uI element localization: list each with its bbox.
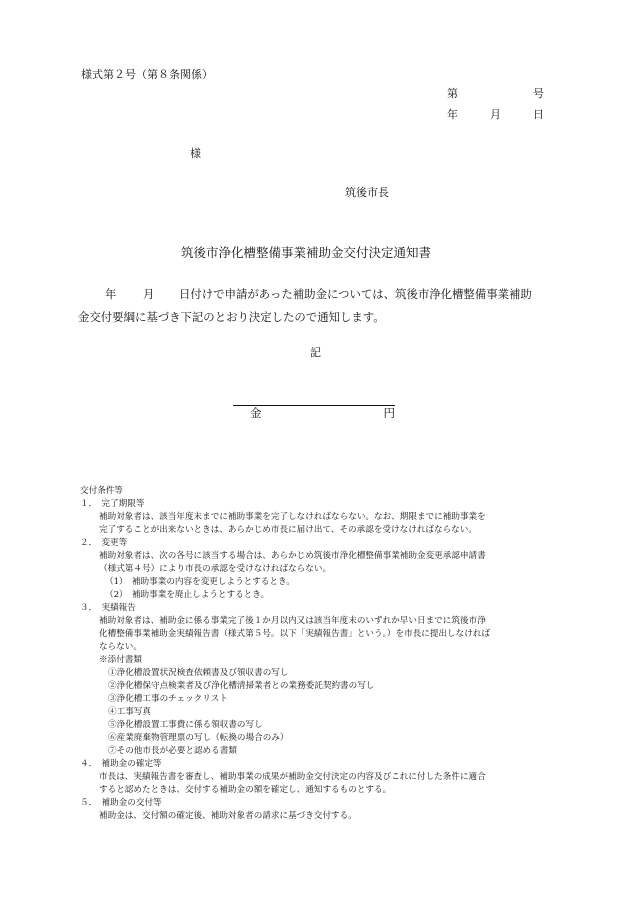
- condition-5-line: 補助金は、交付額の確定後、補助対象者の請求に基づき交付する。: [99, 811, 357, 821]
- date-nen: 年: [447, 108, 458, 121]
- body-tsuki: 月: [143, 287, 155, 301]
- condition-2-label: ２． 変更等: [80, 538, 128, 548]
- condition-4-label: ４． 補助金の確定等: [80, 759, 162, 769]
- body-nen: 年: [105, 287, 117, 301]
- amount-en: 円: [383, 406, 395, 420]
- attachment-item: ②浄化槽保守点検業者及び浄化槽清掃業者との業務委託契約書の写し: [108, 681, 375, 691]
- attachment-item: ⑥産業廃棄物管理票の写し（転換の場合のみ）: [108, 733, 289, 743]
- condition-1: [80, 498, 560, 537]
- date-hi: 日: [533, 108, 544, 121]
- recipient-suffix: 様: [190, 147, 201, 160]
- body-line-1: [78, 283, 558, 306]
- body-text: [78, 283, 558, 329]
- condition-1-label: １． 完了期限等: [80, 499, 145, 509]
- ki-marker: 記: [310, 346, 321, 359]
- condition-3-label: ３． 実績報告: [80, 603, 136, 613]
- condition-3-line: 化槽整備事業補助金実績報告書（様式第５号。以下「実績報告書」という。）を市長に提出しなければ: [99, 629, 491, 639]
- condition-4-line: すると認めたときは、交付する補助金の額を確定し、通知するものとする。: [99, 785, 392, 795]
- condition-3-line: 補助対象者は、補助金に係る事業完了後１か月以内又は該当年度末のいずれか早い日までに筑後市浄: [99, 616, 486, 626]
- document-title: 筑後市浄化槽整備事業補助金交付決定通知書: [181, 245, 432, 260]
- body-line-2: 金交付要綱に基づき下記のとおり決定したので通知します。: [78, 310, 385, 324]
- condition-5: [80, 797, 560, 823]
- attachment-item: ③浄化槽工事のチェックリスト: [108, 694, 228, 704]
- condition-2-line: 補助対象者は、次の各号に該当する場合は、あらかじめ筑後市浄化槽整備事業補助金変更承認申請書: [99, 551, 486, 561]
- attachments-heading: ※添付書類: [99, 655, 142, 665]
- condition-2: [80, 537, 560, 602]
- condition-3-line: ならない。: [99, 642, 142, 652]
- attachment-item: ⑤浄化槽設置工事費に係る領収書の写し: [108, 720, 263, 730]
- attachment-item: ④工事写真: [108, 707, 151, 717]
- doc-number-dai: 第: [447, 87, 458, 100]
- condition-1-line: 補助対象者は、該当年度末までに補助事業を完了しなければならない。なお、期限までに補助事業を: [99, 512, 486, 522]
- condition-4-line: 市長は、実績報告書を審査し、補助事業の成果が補助金交付決定の内容及びこれに付した条件に適合: [99, 772, 486, 782]
- form-number: 様式第２号（第８条関係）: [81, 68, 213, 81]
- amount-line: [233, 405, 395, 420]
- condition-4: [80, 758, 560, 797]
- attachment-item: ①浄化槽設置状況検査依頼書及び領収書の写し: [108, 668, 289, 678]
- conditions-section: [80, 485, 560, 823]
- doc-number-go: 号: [533, 87, 544, 100]
- condition-2-sub: （1） 補助事業の内容を変更しようとするとき。: [105, 577, 295, 587]
- condition-2-sub: （2） 補助事業を廃止しようとするとき。: [105, 590, 270, 600]
- attachment-item: ⑦その他市長が必要と認める書類: [108, 746, 237, 756]
- condition-3: [80, 602, 560, 758]
- date-tsuki: 月: [490, 108, 501, 121]
- condition-1-line: 完了することが出来ないときは、あらかじめ市長に届け出て、その承認を受けなければならない。: [99, 525, 477, 535]
- sender-name: 筑後市長: [345, 186, 389, 199]
- condition-5-label: ５． 補助金の交付等: [80, 798, 162, 808]
- body-line-1-rest: 日付けで申請があった補助金については、筑後市浄化槽整備事業補助: [179, 287, 532, 301]
- condition-2-line: （様式第４号）により市長の承認を受けなければならない。: [99, 564, 332, 574]
- conditions-heading: 交付条件等: [80, 486, 123, 496]
- amount-kin: 金: [250, 406, 262, 420]
